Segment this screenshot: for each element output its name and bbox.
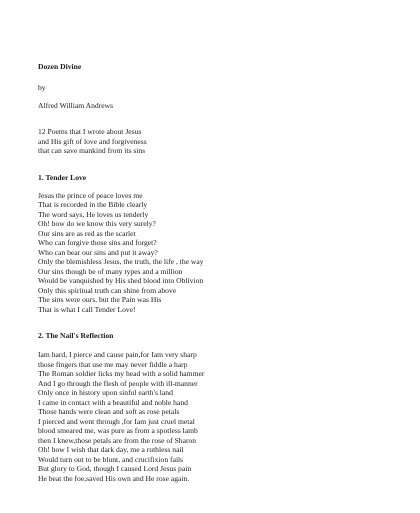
- poem-line: The word says, He loves us tenderly: [38, 209, 149, 219]
- poem-line: That is what I call Tender Love!: [38, 304, 136, 314]
- intro-paragraph: [38, 127, 398, 156]
- poem-line: That is recorded in the Bible clearly: [38, 200, 148, 209]
- poem-line: I pierced and went through ,for Iam just cruel metal: [38, 416, 195, 426]
- poem-heading-tender-love: 1. Tender Love: [38, 172, 87, 182]
- intro-line: and His gift of love and forgiveness: [38, 136, 147, 146]
- poem-line: Our sins are as red as the scarlet: [38, 228, 136, 238]
- intro-line: that can save mankind from its sins: [38, 146, 146, 155]
- author-name: Alfred William Andrews: [38, 101, 114, 110]
- poem-line: Who can forgive those sins and forget?: [38, 238, 157, 247]
- poem-line: Our sins though be of many types and a million: [38, 266, 183, 276]
- byline-label: by: [38, 83, 46, 92]
- poem-line: Would be vanquished by His shed blood into Oblivion: [38, 276, 204, 285]
- poem-heading-nails-reflection: 2. The Nail's Reflection: [38, 331, 114, 340]
- poem-line: And I go through the flesh of people with ill-manner: [38, 378, 198, 388]
- document-title: Dozen Divine: [38, 62, 82, 71]
- poem-line: The sins were ours, but the Pain was His: [38, 295, 162, 304]
- poem-line: Only this spiritual truth can shine from above: [38, 285, 177, 295]
- poem-line: Jesus the prince of peace loves me: [38, 190, 143, 200]
- intro-line: 12 Poems that I wrote about Jesus: [38, 127, 142, 136]
- poem-body-tender-love: [38, 191, 398, 315]
- document-page: [38, 62, 398, 483]
- poem-line: Oh! how do we know this very surely?: [38, 219, 156, 228]
- poem-line: Those hands were clean and soft as rose petals: [38, 407, 180, 416]
- poem-line: blood smeared me, was pure as from a spotless lamb: [38, 426, 198, 435]
- poem-line: Would turn out to be blunt, and crucifixion fails: [38, 454, 184, 464]
- poem-line: then I knew,those petals are from the rose of Sharon: [38, 435, 197, 445]
- poem-line: But glory to God, though I caused Lord Jesus pain: [38, 464, 192, 473]
- poem-line: Who can bear our sins and put it away?: [38, 247, 158, 257]
- poem-line: Iam hard, I pierce and cause pain,for Iam very sharp: [38, 350, 197, 359]
- poem-line: Only the blemishless Jesus, the truth, the life , the way: [38, 257, 204, 266]
- poem-body-nails-reflection: [38, 350, 398, 483]
- poem-line: The Roman soldier licks my head with a solid hammer: [38, 369, 205, 378]
- poem-line: I came in contact with a beautiful and noble hand: [38, 397, 188, 407]
- poem-line: those fingers that use me may never fiddle a harp: [38, 359, 188, 369]
- poem-line: Oh! how I wish that dark day, me a ruthless nail: [38, 445, 184, 454]
- poem-line: Only once in history upon sinful earth's land: [38, 388, 173, 397]
- poem-line: He beat the foe,saved His own and He rose again.: [38, 473, 190, 483]
